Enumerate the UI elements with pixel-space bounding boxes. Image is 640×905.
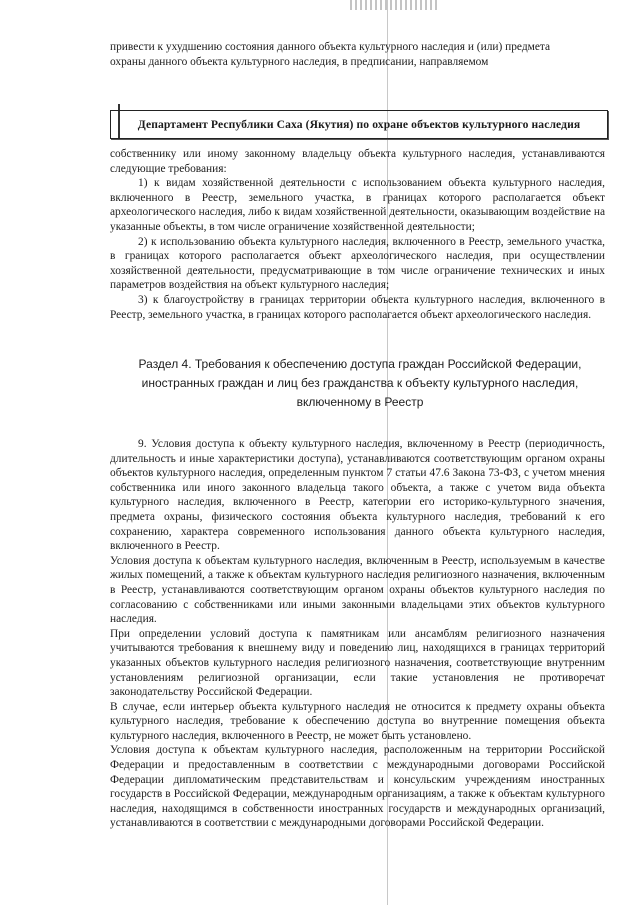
department-stamp — [110, 110, 608, 139]
requirement-item-2: 2) к использованию объекта культурного наследия, включенного в Реестр, земельного участка, в границах которого располагается объект археологического наследия, при осуществлении хозяйственной деятельности, предусматривающие в том числе ограничение технических и иных параметров воздействия на объект культурного наследия; — [110, 235, 605, 292]
section-heading-line-2: иностранных граждан и лиц без гражданства к объекту культурного наследия, — [141, 376, 579, 390]
paragraph-religious-access: При определении условий доступа к памятникам или ансамблям религиозного назначения учитываются требования к внешнему виду и поведению лиц, находящихся в границах территорий указанных объектов культурного наследия религиозного назначения, соответствующие внутренним установлениям религиозной организации, если такие установления не противоречат законодательству Российской Федерации. — [110, 627, 605, 699]
requirements-block — [110, 147, 605, 322]
scan-artifact — [350, 0, 440, 10]
paragraph-9: 9. Условия доступа к объекту культурного наследия, включенному в Реестр (периодичность, длительность и иные характеристики доступа), устанавливаются соответствующим органом охраны объектов культурного наследия, определенным пунктом 7 статьи 47.6 Закона 73-ФЗ, с учетом мнения собственника или иного законного владельца такого объекта, а также с учетом вида объекта культурного наследия, включенного в Реестр, категории его историко-культурного значения, предмета охраны, физического состояния объекта культурного наследия, требований к его сохранению, характера современного использования данного объекта культурного наследия, включенного в Реестр. — [110, 438, 605, 553]
section-body — [110, 437, 605, 831]
stamp-text: Департамент Республики Саха (Якутия) по охране объектов культурного наследия — [137, 118, 581, 131]
paragraph-diplomatic: Условия доступа к объектам культурного наследия, расположенным на территории Российской Федерации и предоставленным в соответствии с международными договорами Российской Федерации дипломатическим представительствам и консульским учреждениям иностранных государств в Российской Федерации, международным организациям, а также к объектам культурного наследия, находящимся в собственности иностранных государств и международных организаций, устанавливаются в соответствии с международными договорами Российской Федерации. — [110, 744, 605, 830]
intro-line-1: привести к ухудшению состояния данного объекта культурного наследия и (или) предмета — [110, 41, 551, 53]
section-heading-line-3: включенному в Реестр — [296, 395, 424, 409]
requirements-lead: собственнику или иному законному владельцу объекта культурного наследия, устанавливаются следующие требования: — [110, 148, 605, 175]
paragraph-housing-access: Условия доступа к объектам культурного наследия, включенным в Реестр, используемым в качестве жилых помещений, а также к объектам культурного наследия религиозного назначения, включенным в Реестр, устанавливаются соответствующим органом охраны объектов культурного наследия по согласованию с собственниками или иными законными владельцами этих объектов культурного наследия. — [110, 554, 605, 626]
intro-line-2: охраны данного объекта культурного наследия, в предписании, направляемом — [110, 55, 489, 68]
paragraph-interior: В случае, если интерьер объекта культурного наследия не относится к предмету охраны объекта культурного наследия, требование к обеспечению доступа во внутренние помещения объекта культурного наследия, включенного в Реестр, не может быть установлено. — [110, 700, 605, 742]
section-heading — [120, 355, 600, 412]
section-heading-line-1: Раздел 4. Требования к обеспечению доступа граждан Российской Федерации, — [138, 357, 582, 371]
requirement-item-1: 1) к видам хозяйственной деятельности с использованием объекта культурного наследия, включенного в Реестр, земельного участка, в границах которого располагается объект археологического наследия, либо к видам хозяйственной деятельности, оказывающим воздействие на указанные объекты, в том числе ограничение хозяйственной деятельности; — [110, 177, 605, 233]
requirement-item-3: 3) к благоустройству в границах территории объекта культурного наследия, включенного в Реестр, земельного участка, в границах которого располагается объект археологического наследия. — [110, 293, 605, 321]
intro-text — [110, 40, 605, 69]
